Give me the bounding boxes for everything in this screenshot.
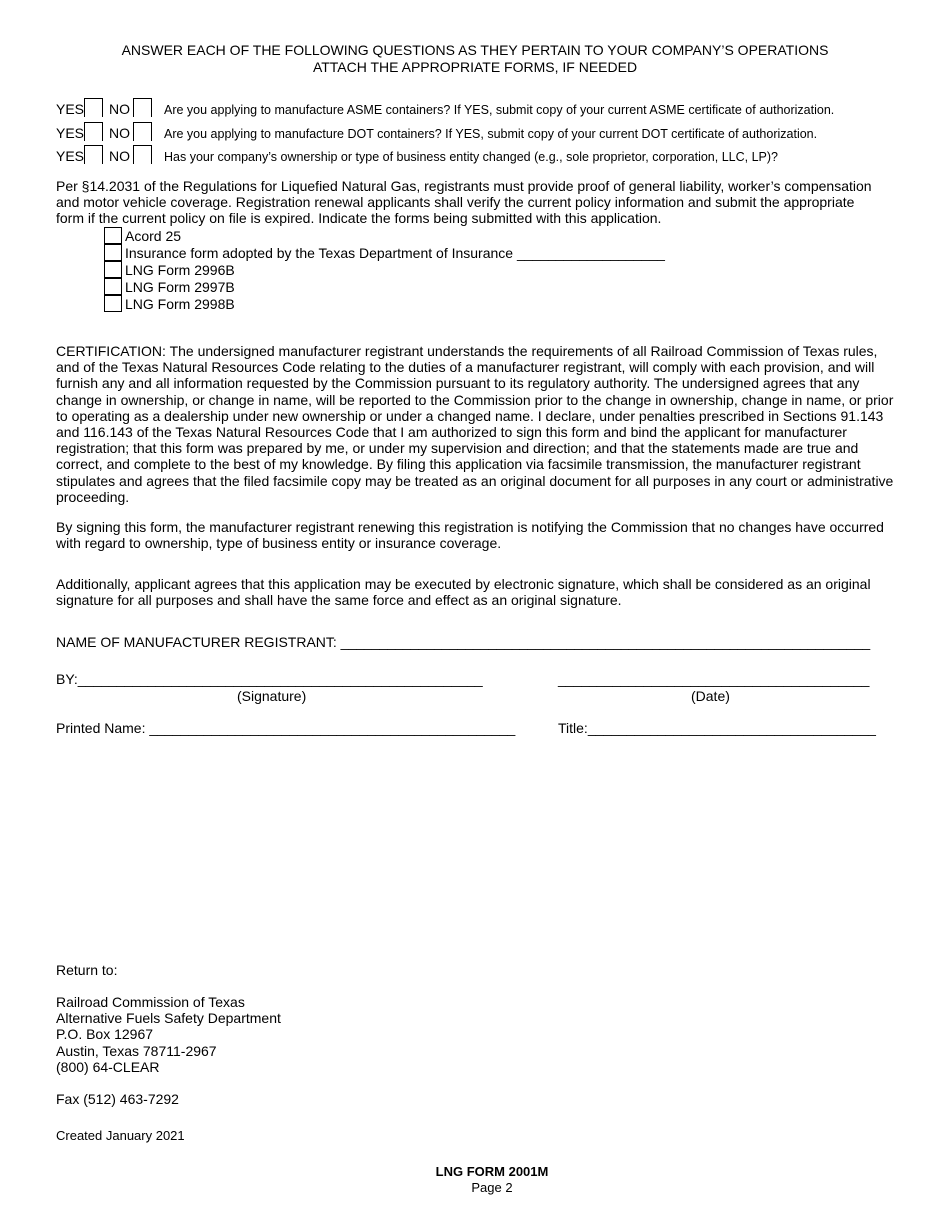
registrant-name-field[interactable]: NAME OF MANUFACTURER REGISTRANT: ____________________________________________________________________	[56, 634, 871, 650]
form-option-label: Acord 25	[125, 227, 182, 244]
yes-checkbox[interactable]	[84, 98, 103, 117]
form-checkbox[interactable]	[104, 244, 122, 261]
no-label: NO	[109, 101, 130, 117]
esignature-paragraph: Additionally, applicant agrees that this application may be executed by electronic signature, which shall be considered as an original signature for all purposes and shall have the same force and effect as an original signature.	[56, 576, 871, 609]
header-line-2: ATTACH THE APPROPRIATE FORMS, IF NEEDED	[312, 59, 638, 75]
yes-label: YES	[56, 125, 85, 141]
form-checkbox[interactable]	[104, 227, 122, 244]
form-checkbox[interactable]	[104, 278, 122, 295]
return-address	[56, 994, 281, 1075]
no-checkbox[interactable]	[133, 145, 152, 164]
form-option-label: LNG Form 2996B	[125, 261, 235, 278]
certification-paragraph: CERTIFICATION: The undersigned manufacturer registrant understands the requirements of all Railroad Commission of Texas rules, and of the Texas Natural Resources Code relating to the duties of a manufacturer registrant, will comply with each provision, and will furnish any and all information requested by the Commission pursuant to its regulatory authority. The undersigned agrees that any change in ownership, or change in name, will be reported to the Commission prior to the change in ownership, change in name, or prior to operating as a dealership under new ownership or under a changed name. I declare, under penalties prescribed in Sections 91.143 and 116.143 of the Texas Natural Resources Code that I am authorized to sign this form and bind the applicant for manufacturer registration; that this form was prepared by me, or under my supervision and direction; and that the statements made are true and correct, and complete to the best of my knowledge. By filing this application via facsimile transmission, the manufacturer registrant stipulates and agrees that the filed facsimile copy may be treated as an original document for all purposes in any court or administrative proceeding.	[56, 343, 894, 505]
renewal-paragraph: By signing this form, the manufacturer registrant renewing this registration is notifying the Commission that no changes have occurred with regard to ownership, type of business entity or insurance coverage.	[56, 519, 884, 552]
question-row-dot	[56, 119, 817, 141]
question-text: Are you applying to manufacture DOT containers? If YES, submit copy of your current DOT certificate of authorization.	[164, 127, 818, 141]
signature-caption: (Signature)	[237, 688, 307, 704]
insurance-paragraph: Per §14.2031 of the Regulations for Liquefied Natural Gas, registrants must provide proof of general liability, worker’s compensation and motor vehicle coverage. Registration renewal applicants shall verify the current policy information and submit the appropriate form if the current policy on file is expired. Indicate the forms being submitted with this application.	[56, 178, 872, 227]
fax-number: Fax (512) 463-7292	[56, 1091, 179, 1107]
form-option-acord-25[interactable]	[104, 227, 181, 244]
date-caption: (Date)	[691, 688, 730, 704]
form-name: LNG FORM 2001M	[435, 1164, 549, 1179]
no-label: NO	[109, 148, 130, 164]
form-option-2996b[interactable]	[104, 261, 235, 278]
address-line: (800) 64-CLEAR	[56, 1058, 160, 1075]
return-to-label: Return to:	[56, 962, 118, 978]
form-option-2998b[interactable]	[104, 295, 235, 312]
form-option-label: Insurance form adopted by the Texas Department of Insurance ___________________	[125, 244, 665, 261]
no-label: NO	[109, 125, 130, 141]
form-option-tdi[interactable]	[104, 244, 665, 261]
printed-name-field[interactable]: Printed Name: _______________________________________________	[56, 720, 516, 736]
form-checkbox[interactable]	[104, 295, 122, 312]
created-date: Created January 2021	[56, 1128, 185, 1143]
no-checkbox[interactable]	[133, 122, 152, 141]
form-option-2997b[interactable]	[104, 278, 235, 295]
title-field[interactable]: Title:_____________________________________	[558, 720, 876, 736]
yes-checkbox[interactable]	[84, 145, 103, 164]
no-checkbox[interactable]	[133, 98, 152, 117]
address-line: Alternative Fuels Safety Department	[56, 1010, 281, 1027]
signature-field[interactable]: BY:____________________________________________________	[56, 671, 483, 687]
header-line-1: ANSWER EACH OF THE FOLLOWING QUESTIONS AS THEY PERTAIN TO YOUR COMPANY’S OPERATIONS	[121, 42, 829, 58]
yes-label: YES	[56, 148, 85, 164]
form-checkbox[interactable]	[104, 261, 122, 278]
question-text: Has your company’s ownership or type of business entity changed (e.g., sole proprietor, corporation, LLC, LP)?	[164, 150, 778, 164]
address-line: P.O. Box 12967	[56, 1026, 154, 1043]
yes-label: YES	[56, 101, 85, 117]
date-field[interactable]: ________________________________________	[558, 671, 870, 687]
page-number: Page 2	[471, 1180, 513, 1195]
question-row-ownership	[56, 142, 778, 164]
address-line: Austin, Texas 78711-2967	[56, 1042, 217, 1059]
question-text: Are you applying to manufacture ASME containers? If YES, submit copy of your current ASME certificate of authorization.	[164, 103, 835, 117]
form-option-label: LNG Form 2998B	[125, 295, 235, 312]
question-row-asme	[56, 95, 834, 117]
address-line: Railroad Commission of Texas	[56, 994, 245, 1010]
yes-checkbox[interactable]	[84, 122, 103, 141]
form-option-label: LNG Form 2997B	[125, 278, 235, 295]
